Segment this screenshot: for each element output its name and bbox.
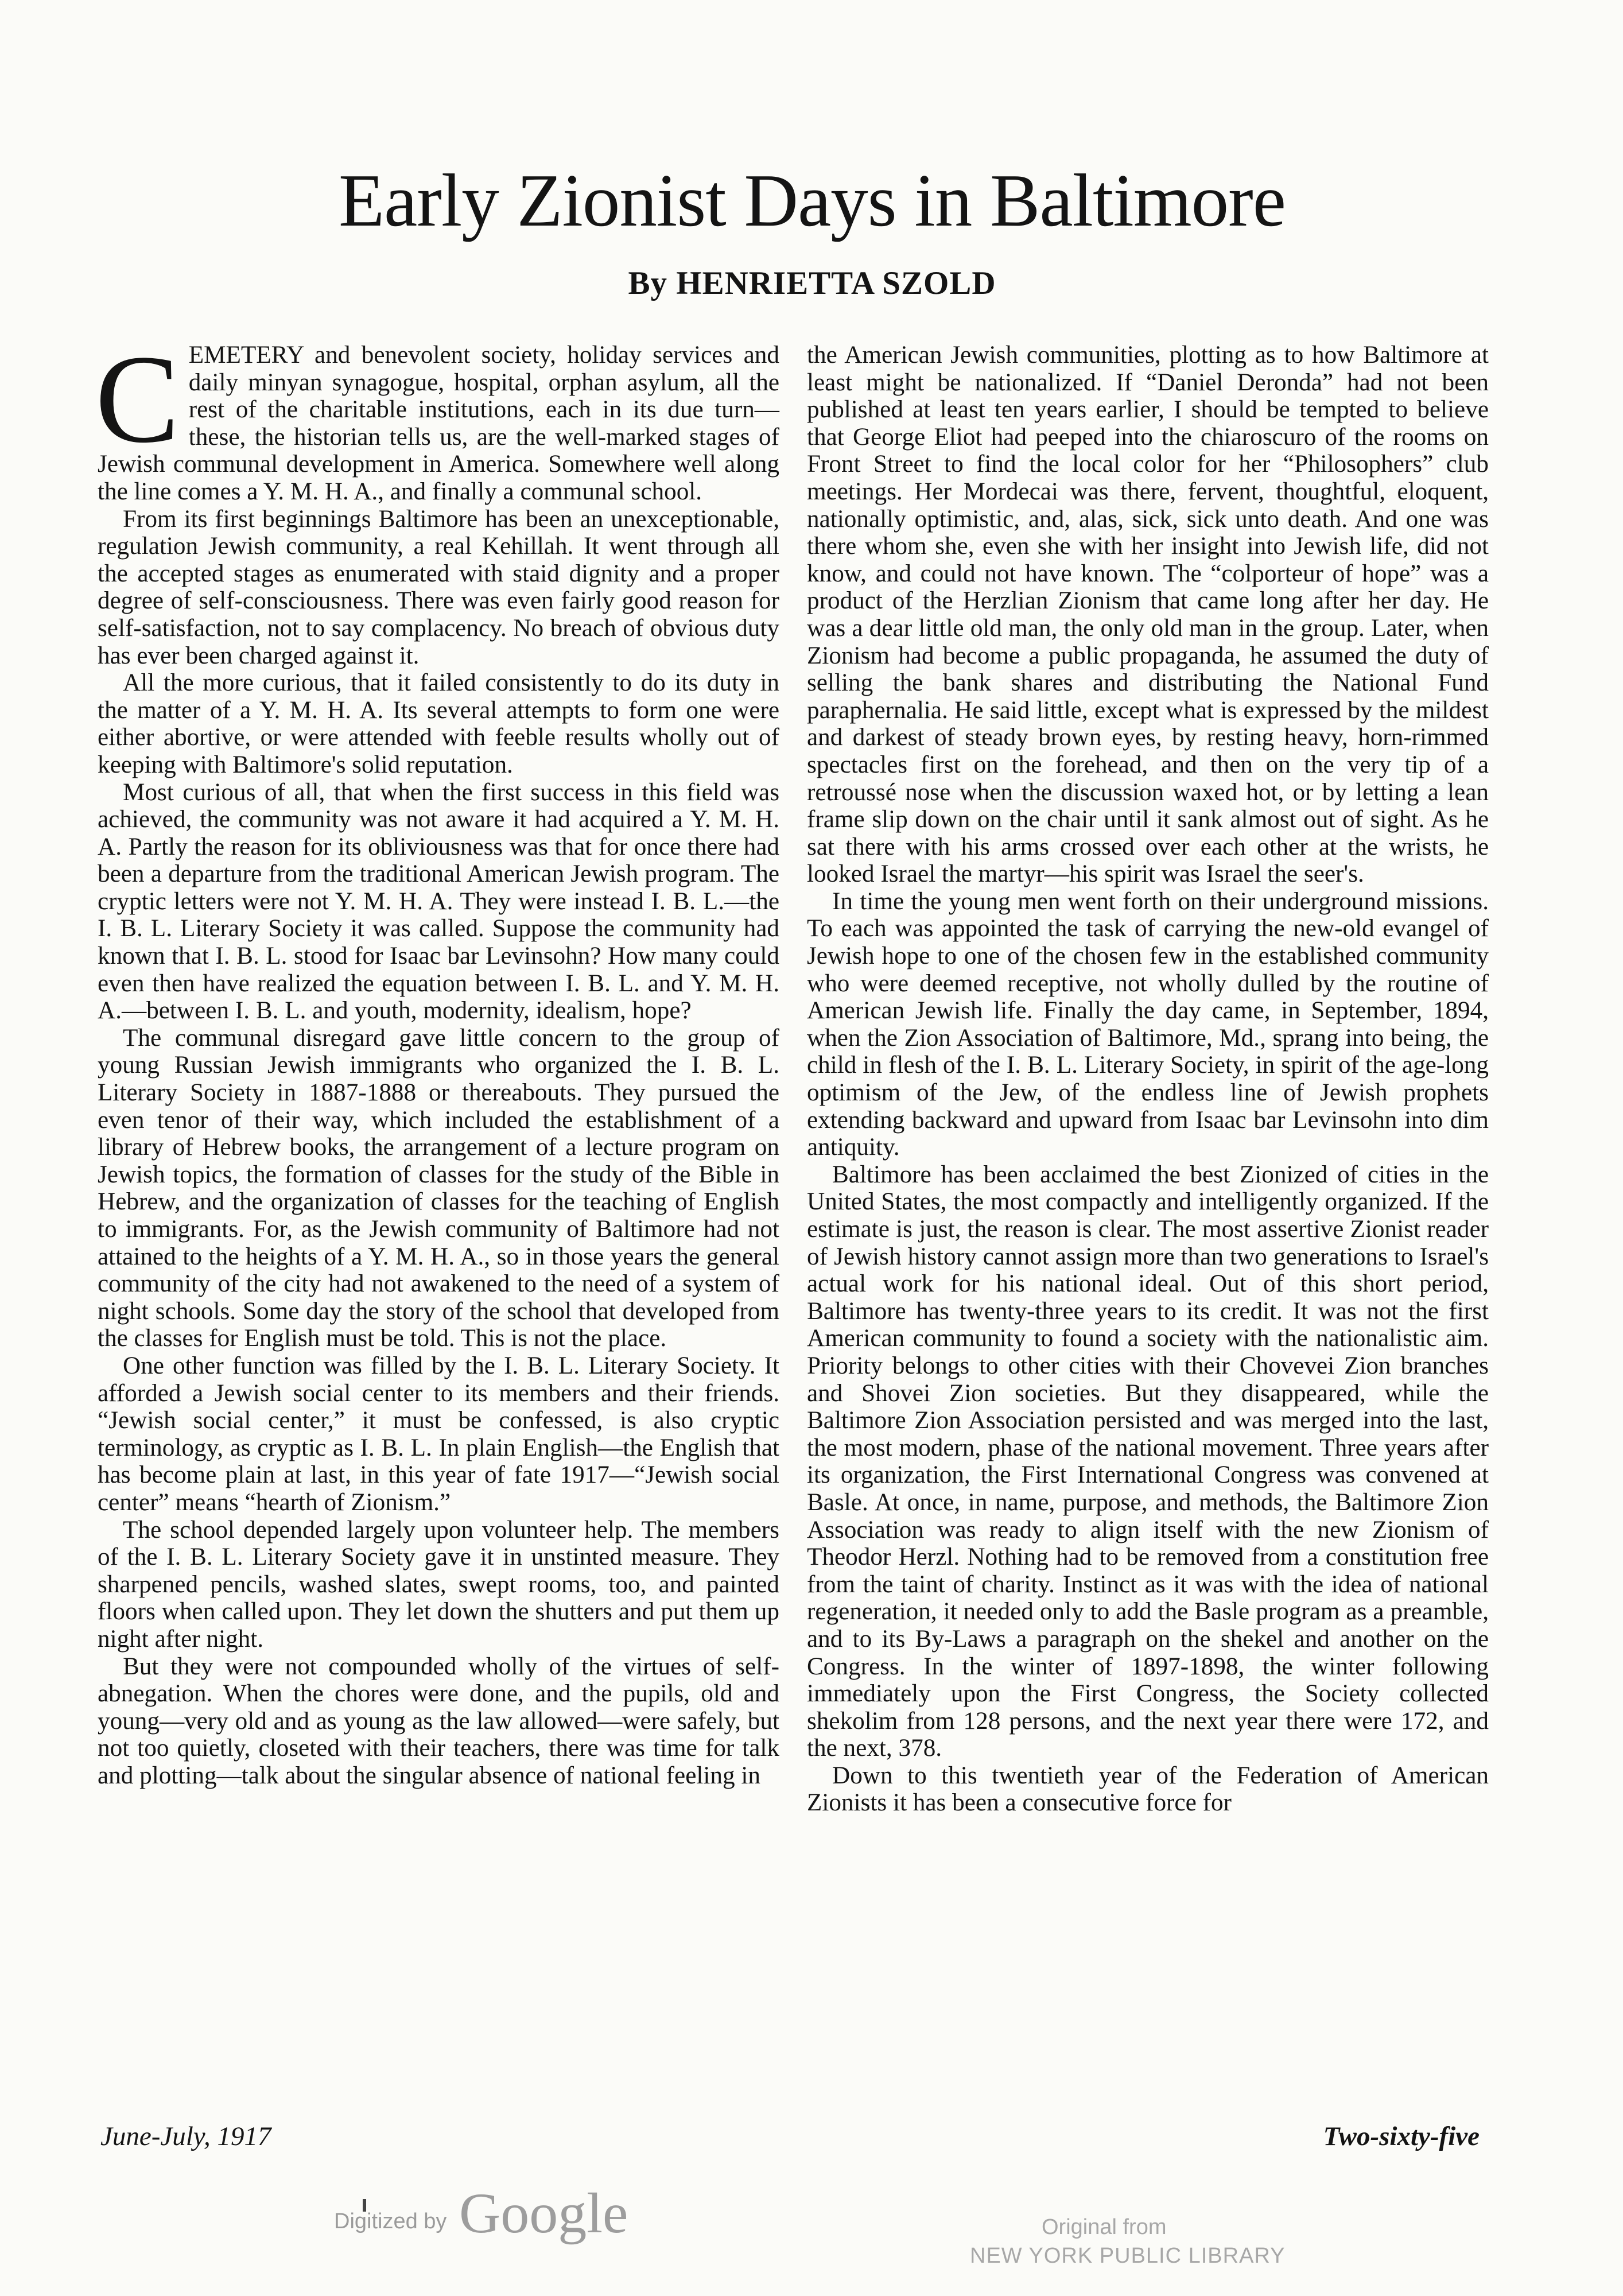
digitized-by-label: Digitized by xyxy=(334,2209,447,2233)
article-byline: By HENRIETTA SZOLD xyxy=(628,265,996,301)
paragraph: the American Jewish communities, plotting as to how Baltimore at least might be nationalized. If “Daniel Deronda” had not been published at least ten years earlier, I should be tempted to believe that George Eliot had peeped into the chiaroscuro of the rooms on Front Street to find the local color for her “Philosophers” club meetings. Her Mordecai was there, fervent, thoughtful, eloquent, nationally optimistic, and, alas, sick, sick unto death. And one was there whom she, even she with her insight into Jewish life, did not know, and could not have known. The “colporteur of hope” was a product of the Herzlian Zionism that came long after her day. He was a dear little old man, the only old man in the group. Later, when Zionism had become a public propaganda, he assumed the duty of selling the bank shares and distributing the National Fund paraphernalia. He said little, except what is expressed by the mildest and darkest of steady brown eyes, by resting heavy, horn-rimmed spectacles first on the forehead, and then on the very tip of a retroussé nose when the discussion waxed hot, or by letting a lean frame slip down on the chair until it sank almost out of sight. As he sat there with his arms crossed over each other at the wrists, he looked Israel the martyr—his spirit was Israel the seer's. xyxy=(807,342,1489,888)
right-column xyxy=(807,342,1489,1817)
paragraph-text: EMETERY and benevolent society, holiday services and daily minyan synagogue, hospital, orphan asylum, all the rest of the charitable institutions, each in its due turn—these, the historian tells us, are the well-marked stages of Jewish communal development in America. Somewhere well along the line comes a Y. M. H. A., and finally a communal school. xyxy=(98,342,779,505)
footer-date: June-July, 1917 xyxy=(100,2122,271,2151)
library-attribution xyxy=(970,2213,1314,2270)
left-column xyxy=(95,329,779,1789)
paragraph: Baltimore has been acclaimed the best Zionized of cities in the United States, the most compactly and intelligently organized. If the estimate is just, the reason is clear. The most assertive Zionist reader of Jewish history cannot assign more than two generations to Israel's actual work for his national ideal. Out of this short period, Baltimore has twenty-three years to its credit. It was not the first American community to found a society with the nationalistic aim. Priority belongs to other cities with their Chovevei Zion branches and Shovei Zion societies. But they disappeared, while the Baltimore Zion Association persisted and was merged into the last, the most modern, phase of the national movement. Three years after its organization, the First International Congress was convened at Basle. At once, in name, purpose, and methods, the Baltimore Zion Association was ready to align itself with the new Zionism of Theodor Herzl. Nothing had to be removed from a constitution free from the taint of charity. Instinct as it was with the idea of national regeneration, it needed only to add the Basle program as a preamble, and to its By-Laws a paragraph on the shekel and another on the Congress. In the winter of 1897-1898, the winter following immediately upon the First Congress, the Society collected shekolim from 128 persons, and the next year there were 172, and the next, 378. xyxy=(807,1161,1489,1762)
google-logo: Google xyxy=(459,2181,628,2245)
paragraph: Most curious of all, that when the first success in this field was achieved, the community was not aware it had acquired a Y. M. H. A. Partly the reason for its obliviousness was that for once there had been a departure from the traditional American Jewish program. The cryptic letters were not Y. M. H. A. They were instead I. B. L.—the I. B. L. Literary Society it was called. Suppose the community had known that I. B. L. stood for Isaac bar Levinsohn? How many could even then have realized the equation between I. B. L. and Y. M. H. A.—between I. B. L. and youth, modernity, idealism, hope? xyxy=(98,778,779,1025)
paragraph: From its first beginnings Baltimore has been an unexceptionable, regulation Jewish community, a real Kehillah. It went through all the accepted stages as enumerated with staid dignity and a proper degree of self-consciousness. There was even fairly good reason for self-satisfaction, not to say complacency. No breach of obvious duty has ever been charged against it. xyxy=(98,505,779,669)
library-name: NEW YORK PUBLIC LIBRARY xyxy=(970,2244,1286,2268)
drop-cap: C xyxy=(95,329,180,469)
paragraph xyxy=(95,329,779,506)
original-from-label: Original from xyxy=(1042,2215,1167,2239)
footer-page-number: Two-sixty-five xyxy=(1323,2122,1480,2151)
paragraph: One other function was filled by the I. B. L. Literary Society. It afforded a Jewish social center to its members and their friends. “Jewish social center,” it must be confessed, is also cryptic terminology, as cryptic as I. B. L. In plain English—the English that has become plain at last, in this year of fate 1917—“Jewish social center” means “hearth of Zionism.” xyxy=(98,1352,779,1516)
paragraph: But they were not compounded wholly of the virtues of self-abnegation. When the chores were done, and the pupils, old and young—very old and as young as the law allowed—were safely, but not too quietly, closeted with their teachers, there was time for talk and plotting—talk about the singular absence of national feeling in xyxy=(98,1653,779,1789)
paragraph: Down to this twentieth year of the Federation of American Zionists it has been a consecutive force for xyxy=(807,1762,1489,1817)
paragraph: The school depended largely upon volunteer help. The members of the I. B. L. Literary Society gave it in unstinted measure. They sharpened pencils, washed slates, swept rooms, too, and painted floors when called upon. They let down the shutters and put them up night after night. xyxy=(98,1516,779,1653)
article-title: Early Zionist Days in Baltimore xyxy=(339,159,1286,242)
paragraph: In time the young men went forth on their underground missions. To each was appointed the task of carrying the new-old evangel of Jewish hope to one of the chosen few in the established community who were deemed receptive, not wholly dulled by the routine of American Jewish life. Finally the day came, in September, 1894, when the Zion Association of Baltimore, Md., sprang into being, the child in flesh of the I. B. L. Literary Society, in spirit of the age-long optimism of the Jew, of the endless line of Jewish prophets extending backward and upward from Isaac bar Levinsohn into dim antiquity. xyxy=(807,887,1489,1161)
paragraph: The communal disregard gave little concern to the group of young Russian Jewish immigrants who organized the I. B. L. Literary Society in 1887-1888 or thereabouts. They pursued the even tenor of their way, which included the establishment of a library of Hebrew books, the arrangement of a lecture program on Jewish topics, the formation of classes for the study of the Bible in Hebrew, and the organization of classes for the teaching of English to immigrants. For, as the Jewish community of Baltimore had not attained to the heights of a Y. M. H. A., so in those years the general community of the city had not awakened to the need of a system of night schools. Some day the story of the school that developed from the classes for English must be told. This is not the place. xyxy=(98,1024,779,1352)
paragraph: All the more curious, that it failed consistently to do its duty in the matter of a Y. M. H. A. Its several attempts to form one were either abortive, or were attended with feeble results wholly out of keeping with Baltimore's solid reputation. xyxy=(98,669,779,778)
